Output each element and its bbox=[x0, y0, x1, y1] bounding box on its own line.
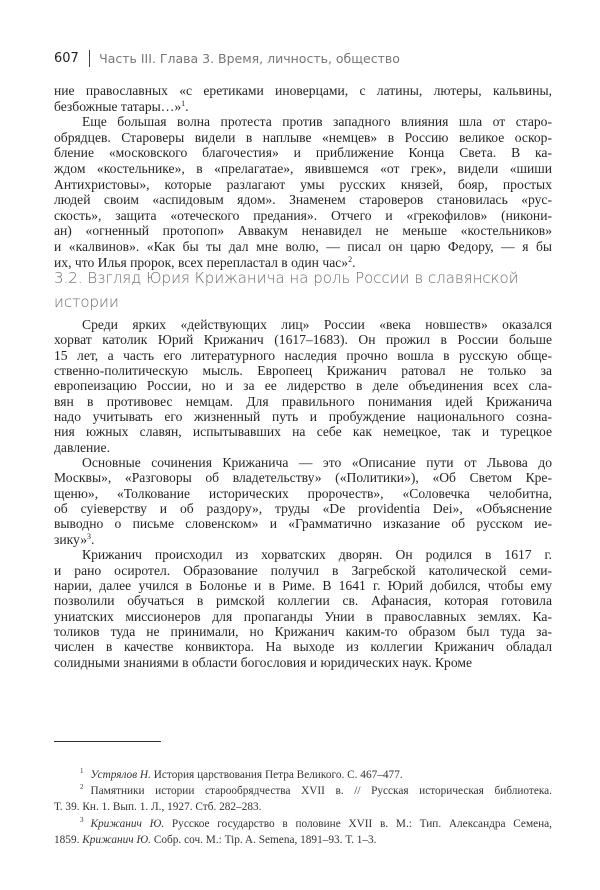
footnotes bbox=[54, 767, 552, 848]
text-line: щеню», «Толкование исторических пророчеств», «Соловечка челобитна, bbox=[54, 485, 552, 501]
text-span: . bbox=[185, 98, 189, 114]
body-text-top bbox=[54, 83, 552, 270]
text-line bbox=[54, 532, 552, 547]
text-line: Основные сочинения Крижанича — это «Описание пути от Львова до bbox=[82, 455, 552, 471]
text-span: Собр. соч. М.: Tip. A. Semena, 1891–93. Т. 1–3. bbox=[151, 833, 377, 846]
text-span: зику» bbox=[54, 531, 87, 547]
header-divider bbox=[89, 50, 90, 67]
text-line: нарии, далее учился в Болонье и в Риме. В 1641 г. Юрий добился, чтобы ему bbox=[54, 577, 552, 593]
text-line bbox=[54, 767, 552, 783]
footnote-ref: 2 bbox=[348, 254, 353, 264]
text-line: хорват католик Юрий Крижанич (1617–1683). Он прожил в России больше bbox=[54, 332, 552, 348]
text-line: надо учитывать его жизненный путь и пробуждение национального созна- bbox=[54, 409, 552, 425]
text-span: 1859. bbox=[54, 833, 83, 846]
section-heading bbox=[54, 266, 519, 314]
text-line: и «калвинов». «Как бы ты дал мне волю, — писал он царю Федору, — я бы bbox=[54, 238, 552, 254]
text-line bbox=[54, 783, 552, 799]
text-line: Еще большая волна протеста против западного влияния шла от старо- bbox=[82, 114, 552, 130]
footnote bbox=[54, 767, 552, 783]
text-line: Антихристовы», которые разлагают умы русских князей, бояр, простых bbox=[54, 176, 552, 192]
text-line: давление. bbox=[54, 439, 110, 455]
text-span: Русское государство в половине XVII в. М.: Тип. Александра Семена, bbox=[164, 817, 552, 830]
text-line: и рано осиротел. Образование получил в Загребской католической семи- bbox=[54, 562, 552, 578]
text-line: людей своим «аспидовым ядом». Знаменем староверов становилась «рус- bbox=[54, 192, 552, 208]
footnote-ref: 3 bbox=[80, 815, 84, 824]
text-line: толиков туда не принимали, но Крижанич каким-то образом был туда за- bbox=[54, 623, 552, 639]
paragraph bbox=[54, 83, 552, 114]
text-span: Крижанич Ю. bbox=[82, 833, 152, 846]
text-line: ждом «костельнике», в «прелагатае», явившемся «от грек», видели «шиши bbox=[54, 160, 552, 176]
text-line: Москвы», «Разговоры об владетельству» («Политики»), «Об Светом Кре- bbox=[54, 470, 552, 486]
text-line: числен в качестве конвиктора. На выходе из коллегии Крижанич обладал bbox=[54, 639, 552, 655]
paragraph bbox=[54, 317, 552, 455]
text-line: позволили обучаться в римской коллегии св. Афанасия, которая готовила bbox=[54, 593, 552, 609]
footnote-ref: 2 bbox=[80, 783, 84, 792]
body-text-bottom bbox=[54, 317, 552, 670]
text-line bbox=[54, 832, 552, 848]
text-line: ния южных славян, испытывавших на себе как немецкое, так и турецкое bbox=[54, 424, 552, 440]
text-span: Крижанич Ю. bbox=[90, 817, 165, 830]
text-line: скость», защита «отеческого предания». Отчего и «грекофилов» (никони- bbox=[54, 207, 552, 223]
text-line bbox=[54, 816, 552, 832]
page-number: 607 bbox=[54, 51, 79, 66]
text-line: Среди ярких «действующих лиц» России «века новшеств» оказался bbox=[82, 317, 552, 332]
footnote-rule bbox=[54, 741, 161, 742]
text-line: солидными знаниями в области богословия и юридических наук. Кроме bbox=[54, 654, 473, 670]
heading-line: истории bbox=[54, 293, 119, 311]
text-line: ан) «огненный протопоп» Аввакум ненавидел не меньше «костельников» bbox=[54, 223, 552, 239]
heading-line: 3.2. Взгляд Юрия Крижанича на роль России в славянской bbox=[54, 269, 519, 287]
text-line: выводно о письме словенском» и «Грамматично изказание об русском ие- bbox=[54, 516, 552, 532]
paragraph bbox=[54, 455, 552, 547]
text-line bbox=[54, 99, 552, 115]
text-span: . bbox=[91, 531, 95, 547]
footnote-ref: 1 bbox=[80, 767, 84, 775]
footnote-ref: 3 bbox=[87, 531, 91, 541]
text-span: их, что Илья пророк, всех перепластал в один час» bbox=[54, 254, 349, 270]
footnote bbox=[54, 783, 552, 815]
text-line: ственно-политическую мысль. Европеец Крижанич ратовал не только за bbox=[54, 363, 552, 379]
text-span: безбожные татары…» bbox=[54, 98, 182, 114]
text-line: бление «московского благочестия» и приближение Конца Света. В ка- bbox=[54, 145, 552, 161]
text-line: униатских миссионеров для пропаганды Унии в православных землях. Ка- bbox=[54, 608, 552, 624]
text-line: Т. 39. Кн. 1. Вып. 1. Л., 1927. Стб. 282–283. bbox=[54, 801, 262, 814]
text-line: вян в противовес немцам. Для правильного понимания идей Крижанича bbox=[54, 393, 552, 409]
paragraph bbox=[54, 114, 552, 270]
paragraph bbox=[54, 547, 552, 670]
text-span: Памятники истории старообрядчества XVII в. // Русская историческая библиотека. bbox=[90, 785, 552, 798]
text-span: . bbox=[352, 254, 356, 270]
footnote-ref: 1 bbox=[181, 98, 186, 108]
text-line: 15 лет, а часть его литературного наследия прочно вошла в русскую обще- bbox=[54, 347, 552, 363]
running-title: Часть III. Глава 3. Время, личность, общество bbox=[99, 51, 400, 66]
text-span: История царствования Петра Великого. С. 467–477. bbox=[150, 769, 403, 781]
text-line: Крижанич происходил из хорватских дворян. Он родился в 1617 г. bbox=[82, 547, 552, 563]
text-line: ние православных «с еретиками иноверцами, с латины, лютеры, кальвины, bbox=[54, 83, 552, 98]
footnote bbox=[54, 816, 552, 848]
text-span: Устрялов Н. bbox=[90, 769, 151, 781]
text-line: европеизацию России, но и за ее лидерство в деле объединения всех сла- bbox=[54, 378, 552, 394]
running-header bbox=[54, 50, 400, 67]
text-line: об суіеверству и об раздору», труды «De providentia Dei», «Объяснение bbox=[54, 501, 552, 517]
text-line: обрядцев. Староверы видели в наплыве «немцев» в Россию великое оскор- bbox=[54, 129, 552, 145]
